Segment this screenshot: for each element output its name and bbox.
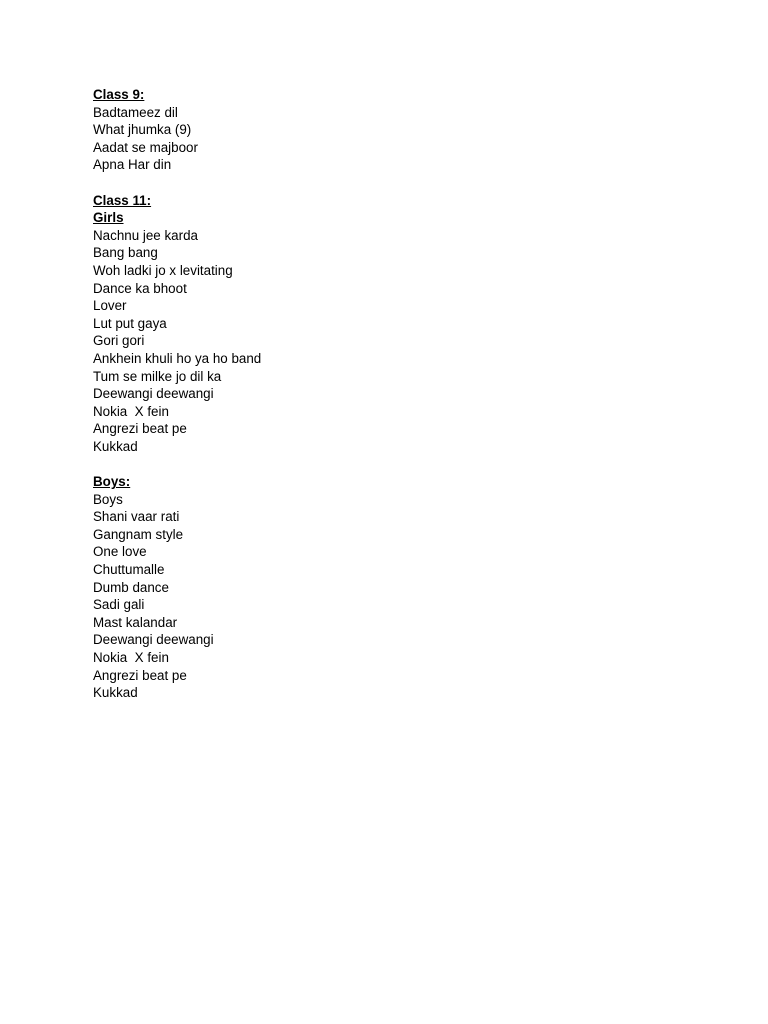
list-item: Tum se milke jo dil ka xyxy=(93,368,222,384)
section-subheading: Girls xyxy=(93,210,124,226)
list-item: Woh ladki jo x levitating xyxy=(93,262,233,278)
list-item: One love xyxy=(93,544,147,560)
list-item: Deewangi deewangi xyxy=(93,386,214,402)
list-item: Badtameez dil xyxy=(93,104,178,120)
list-item: Lover xyxy=(93,298,127,314)
list-item: Bang bang xyxy=(93,245,158,261)
list-item: What jhumka (9) xyxy=(93,122,192,138)
list-item: Boys xyxy=(93,491,123,507)
list-item: Nokia X fein xyxy=(93,403,169,419)
section-boys xyxy=(93,473,693,702)
list-item: Dumb dance xyxy=(93,579,169,595)
list-item: Mast kalandar xyxy=(93,614,178,630)
list-item: Kukkad xyxy=(93,438,138,454)
list-item: Gori gori xyxy=(93,333,145,349)
list-item: Chuttumalle xyxy=(93,562,165,578)
list-item: Ankhein khuli ho ya ho band xyxy=(93,350,262,366)
list-item: Aadat se majboor xyxy=(93,139,198,155)
document-page xyxy=(93,86,693,702)
spacer xyxy=(93,174,693,192)
section-heading: Class 11: xyxy=(93,192,152,208)
list-item: Lut put gaya xyxy=(93,315,167,331)
section-class-11 xyxy=(93,192,693,456)
section-heading: Class 9: xyxy=(93,87,145,102)
list-item: Dance ka bhoot xyxy=(93,280,187,296)
list-item: Shani vaar rati xyxy=(93,509,180,525)
section-heading: Boys: xyxy=(93,474,131,490)
list-item: Deewangi deewangi xyxy=(93,632,214,648)
list-item: Kukkad xyxy=(93,685,138,701)
list-item: Apna Har din xyxy=(93,157,172,173)
list-item: Gangnam style xyxy=(93,526,184,542)
list-item: Sadi gali xyxy=(93,597,145,613)
list-item: Nachnu jee karda xyxy=(93,227,198,243)
section-class-9 xyxy=(93,86,693,174)
list-item: Angrezi beat pe xyxy=(93,421,187,437)
list-item: Nokia X fein xyxy=(93,650,169,665)
spacer xyxy=(93,455,693,473)
list-item: Angrezi beat pe xyxy=(93,667,187,683)
